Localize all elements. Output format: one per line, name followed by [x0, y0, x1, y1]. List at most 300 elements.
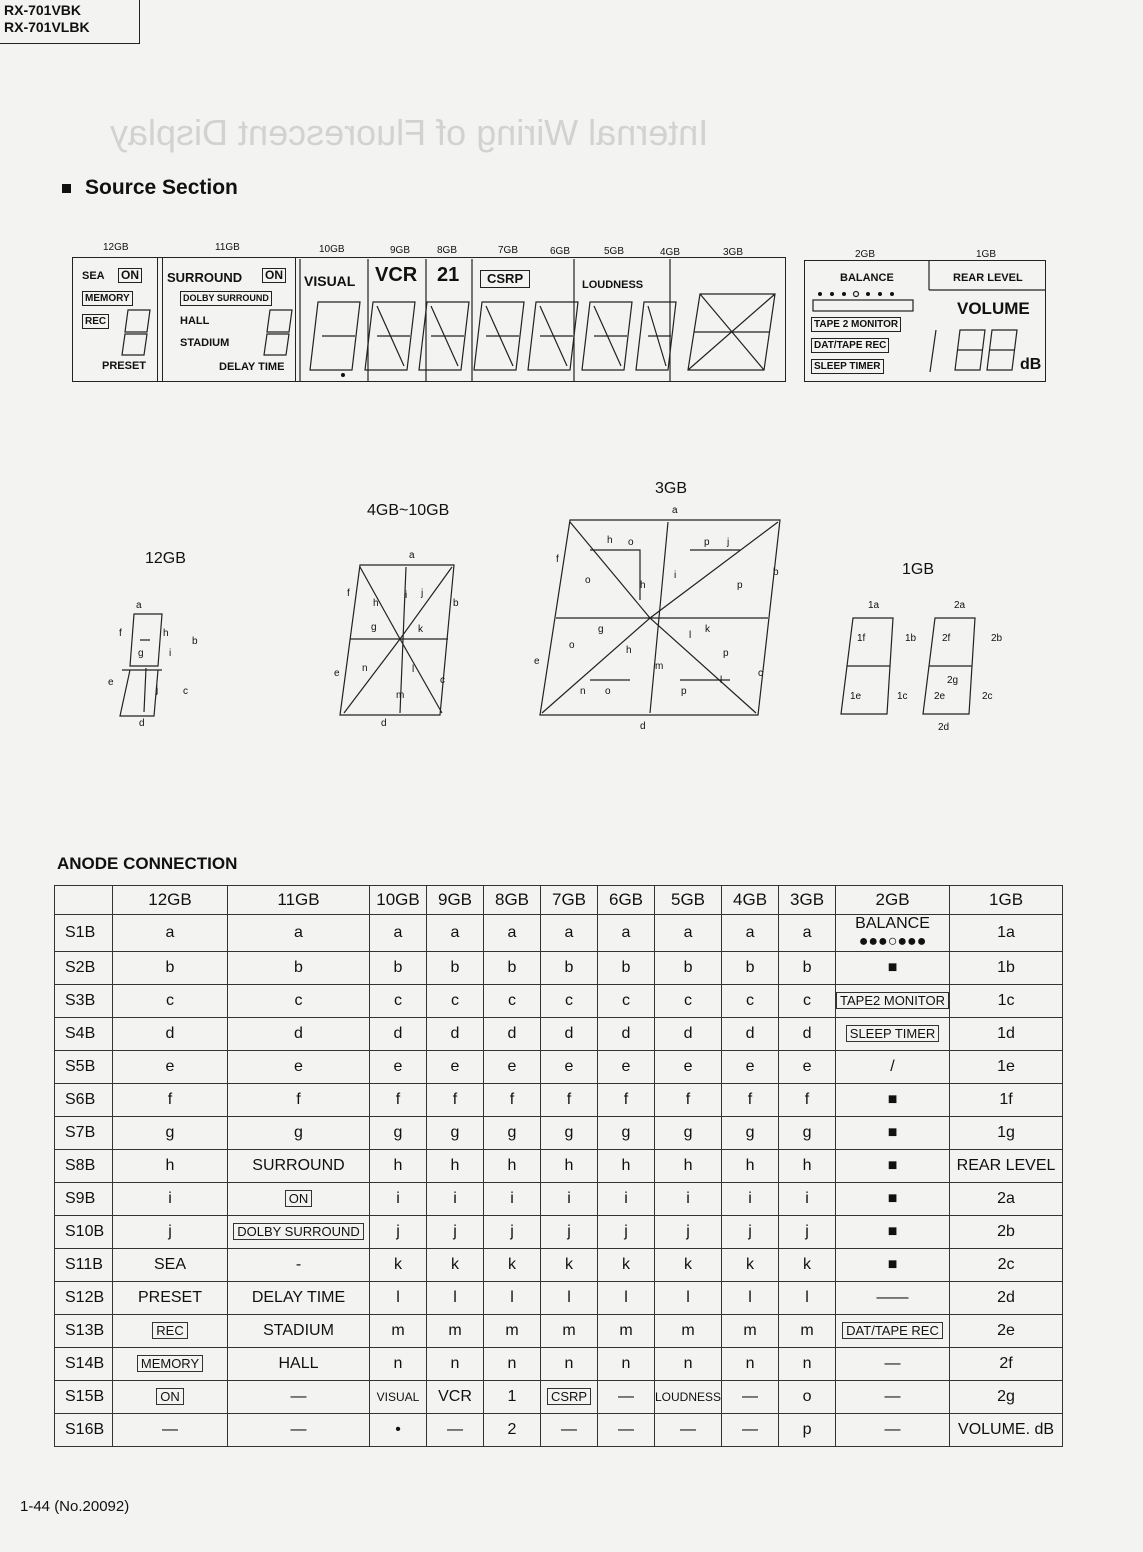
- cell-text: l: [686, 1289, 690, 1306]
- cell-text: h: [393, 1157, 403, 1174]
- table-cell: [541, 1051, 598, 1084]
- cell-text: S16B: [65, 1421, 105, 1438]
- table-cell: [779, 952, 836, 985]
- table-cell: [113, 1018, 228, 1051]
- table-cell: [950, 1348, 1063, 1381]
- cell-text: S11B: [65, 1256, 103, 1273]
- seg-1-2f: 2f: [942, 633, 951, 644]
- table-header-cell: 1GB: [950, 886, 1063, 915]
- table-cell: [655, 1282, 722, 1315]
- cell-text: k: [684, 1256, 693, 1273]
- diagram-12gb-segments: [100, 600, 200, 730]
- cell-text: k: [508, 1256, 516, 1273]
- cell-text: j: [510, 1223, 514, 1240]
- cell-text: n: [507, 1355, 517, 1372]
- seg-3-o2: o: [585, 575, 591, 586]
- table-cell: [427, 915, 484, 952]
- table-cell: [370, 1216, 427, 1249]
- cell-text: f: [804, 1091, 810, 1108]
- row-header-cell: [55, 1150, 113, 1183]
- table-cell: [370, 1051, 427, 1084]
- table-cell: [427, 1282, 484, 1315]
- cell-text: f: [452, 1091, 458, 1108]
- seg-12-b: b: [192, 636, 198, 647]
- row-header-cell: [55, 1249, 113, 1282]
- table-cell: [370, 1315, 427, 1348]
- table-cell: [427, 1348, 484, 1381]
- grid-label-6gb: 6GB: [550, 246, 571, 257]
- cell-text: 1e: [997, 1058, 1015, 1075]
- table-cell: [427, 985, 484, 1018]
- seg-3-l2: l: [720, 675, 723, 686]
- cell-text: S14B: [65, 1355, 105, 1372]
- table-cell: [950, 1183, 1063, 1216]
- cell-text: n: [450, 1355, 460, 1372]
- hall-label: HALL: [180, 315, 210, 327]
- table-cell: [655, 1084, 722, 1117]
- table-cell: [484, 1249, 541, 1282]
- table-cell: [950, 952, 1063, 985]
- cell-text: j: [805, 1223, 809, 1240]
- row-header-cell: [55, 1084, 113, 1117]
- seg-3-i: i: [674, 570, 677, 581]
- cell-text: f: [685, 1091, 691, 1108]
- cell-text: a: [507, 924, 517, 941]
- memory-box: MEMORY: [82, 291, 133, 306]
- table-cell: [113, 1084, 228, 1117]
- cell-text: 1c: [997, 992, 1015, 1009]
- cell-text: i: [748, 1190, 752, 1207]
- cell-text: STADIUM: [263, 1322, 334, 1339]
- seg-1-1f: 1f: [857, 633, 866, 644]
- table-cell: [113, 1414, 228, 1447]
- table-cell: [228, 1315, 370, 1348]
- row-header-cell: [55, 1117, 113, 1150]
- cell-text: S1B: [65, 924, 96, 941]
- table-cell: [722, 1084, 779, 1117]
- bleed-through-heading: Internal Wiring of Fluorescent Display: [110, 112, 709, 153]
- cell-text: d: [745, 1025, 755, 1042]
- table-cell: [113, 915, 228, 952]
- table-cell: [427, 1018, 484, 1051]
- table-cell: [370, 1414, 427, 1447]
- row-header-cell: [55, 1381, 113, 1414]
- cell-text: —: [742, 1421, 759, 1438]
- table-cell: [427, 1117, 484, 1150]
- table-cell: [598, 1282, 655, 1315]
- cell-text: m: [681, 1322, 695, 1339]
- seg-12-a: a: [136, 600, 142, 611]
- cell-text: m: [562, 1322, 576, 1339]
- table-cell: [228, 952, 370, 985]
- grid-label-3gb: 3GB: [723, 247, 744, 258]
- table-cell: [950, 915, 1063, 952]
- cell-text: —: [618, 1421, 634, 1438]
- table-cell: [484, 1381, 541, 1414]
- table-row: [55, 1282, 1063, 1315]
- model-line-2: RX-701VLBK: [4, 19, 90, 35]
- cell-text: i: [510, 1190, 514, 1207]
- table-cell: [541, 1282, 598, 1315]
- table-cell: [779, 915, 836, 952]
- seg-3-b: b: [773, 567, 779, 578]
- cell-text: g: [294, 1124, 303, 1141]
- table-header-cell: 3GB: [779, 886, 836, 915]
- cell-text: h: [450, 1157, 460, 1174]
- cell-text: a: [802, 924, 812, 941]
- table-cell: [427, 1150, 484, 1183]
- seg-4-m: m: [396, 690, 405, 701]
- cell-text: —: [742, 1388, 759, 1405]
- table-cell: [722, 952, 779, 985]
- cell-text: g: [683, 1124, 693, 1141]
- volume-label: VOLUME: [957, 299, 1030, 318]
- cell-text: BALANCE ●●●○●●●: [855, 915, 930, 950]
- seg-4-l: l: [412, 664, 415, 675]
- cell-text: o: [802, 1388, 812, 1405]
- table-cell: [950, 1150, 1063, 1183]
- table-cell: [484, 1315, 541, 1348]
- cell-text: l: [510, 1289, 514, 1306]
- cell-text: S15B: [65, 1388, 105, 1405]
- table-cell: [779, 985, 836, 1018]
- cell-text: a: [683, 924, 693, 941]
- table-cell: [228, 1282, 370, 1315]
- rec-box: REC: [82, 314, 109, 329]
- table-row: [55, 1414, 1063, 1447]
- table-cell: [541, 1216, 598, 1249]
- seg-4-k: k: [418, 624, 423, 635]
- seg-3-p4: p: [681, 686, 687, 697]
- cell-text: ON: [285, 1190, 313, 1207]
- seg-3-a: a: [672, 505, 678, 516]
- seg-4-c: c: [440, 675, 445, 686]
- table-cell: [484, 1348, 541, 1381]
- seg-3-g: g: [598, 624, 604, 635]
- loudness-label: LOUDNESS: [582, 279, 644, 291]
- cell-text: ■: [887, 1091, 898, 1108]
- table-cell: [598, 1117, 655, 1150]
- table-cell: [655, 1183, 722, 1216]
- table-cell: [370, 1348, 427, 1381]
- table-cell: [370, 1381, 427, 1414]
- table-cell: [655, 1315, 722, 1348]
- grid-label-12gb: 12GB: [103, 242, 129, 253]
- table-cell: [598, 1183, 655, 1216]
- table-cell: [228, 1084, 370, 1117]
- cell-text: 2b: [997, 1223, 1015, 1240]
- table-cell: [228, 1117, 370, 1150]
- table-row: [55, 1117, 1063, 1150]
- table-cell: [722, 1183, 779, 1216]
- table-cell: [228, 985, 370, 1018]
- cell-text: PRESET: [137, 1289, 202, 1306]
- row-header-cell: [55, 985, 113, 1018]
- cell-text: g: [564, 1124, 574, 1141]
- table-cell: [484, 1150, 541, 1183]
- table-cell: [779, 1282, 836, 1315]
- table-cell: [950, 1282, 1063, 1315]
- cell-text: j: [453, 1223, 457, 1240]
- table-cell: [836, 1315, 950, 1348]
- table-cell: [655, 1117, 722, 1150]
- table-cell: [370, 985, 427, 1018]
- table-cell: [113, 1150, 228, 1183]
- table-cell: [655, 1348, 722, 1381]
- table-header-cell: [55, 886, 113, 915]
- table-cell: [541, 1348, 598, 1381]
- seg-12-e: e: [108, 677, 114, 688]
- cell-text: m: [619, 1322, 633, 1339]
- table-cell: [228, 1414, 370, 1447]
- cell-text: c: [451, 992, 459, 1009]
- cell-text: S5B: [65, 1058, 96, 1075]
- seg-3-j: j: [727, 537, 730, 548]
- preset-label: PRESET: [102, 360, 147, 372]
- sleep-timer-box: SLEEP TIMER: [811, 359, 884, 374]
- cell-text: p: [802, 1421, 812, 1438]
- table-cell: [228, 1381, 370, 1414]
- diagram-1gb-segments: [835, 610, 985, 720]
- diagram-3gb-segments: [530, 510, 790, 720]
- cell-text: b: [564, 959, 574, 976]
- cell-text: h: [745, 1157, 755, 1174]
- seg-3-n: n: [580, 686, 586, 697]
- seg-1-2g: 2g: [947, 675, 959, 686]
- table-cell: [722, 1315, 779, 1348]
- table-header-cell: 11GB: [228, 886, 370, 915]
- cell-text: g: [450, 1124, 460, 1141]
- cell-text: c: [622, 992, 630, 1009]
- table-header-cell: 8GB: [484, 886, 541, 915]
- table-cell: [484, 1282, 541, 1315]
- grid-label-9gb: 9GB: [390, 245, 411, 256]
- table-cell: [779, 1249, 836, 1282]
- cell-text: b: [745, 959, 755, 976]
- table-cell: [722, 1249, 779, 1282]
- table-cell: [655, 1150, 722, 1183]
- row-header-cell: [55, 915, 113, 952]
- table-cell: [598, 1315, 655, 1348]
- cell-text: HALL: [278, 1355, 319, 1372]
- table-cell: [228, 1249, 370, 1282]
- table-cell: [228, 1183, 370, 1216]
- table-header-cell: 10GB: [370, 886, 427, 915]
- table-cell: [370, 915, 427, 952]
- table-cell: [228, 1216, 370, 1249]
- cell-text: m: [800, 1322, 814, 1339]
- cell-text: a: [621, 924, 631, 941]
- cell-text: g: [802, 1124, 812, 1141]
- table-cell: [836, 1150, 950, 1183]
- table-cell: [722, 1381, 779, 1414]
- cell-text: e: [802, 1058, 812, 1075]
- table-cell: [370, 1084, 427, 1117]
- cell-text: k: [622, 1256, 630, 1273]
- cell-text: 2g: [997, 1388, 1015, 1405]
- table-cell: [541, 952, 598, 985]
- cell-text: f: [509, 1091, 515, 1108]
- cell-text: e: [294, 1058, 303, 1075]
- anode-connection-title: ANODE CONNECTION: [57, 854, 238, 873]
- table-cell: [427, 1084, 484, 1117]
- table-cell: [722, 1150, 779, 1183]
- seg-3-f: f: [556, 554, 559, 565]
- table-cell: [950, 1381, 1063, 1414]
- grid-label-4gb: 4GB: [660, 247, 681, 258]
- table-cell: [427, 952, 484, 985]
- cell-text: d: [802, 1025, 812, 1042]
- cell-text: i: [805, 1190, 809, 1207]
- seg-1-2b: 2b: [991, 633, 1003, 644]
- table-cell: [598, 1084, 655, 1117]
- cell-text: —: [618, 1388, 634, 1405]
- row-header-cell: [55, 1051, 113, 1084]
- cell-text: b: [450, 959, 460, 976]
- cell-text: h: [802, 1157, 812, 1174]
- table-header-cell: 2GB: [836, 886, 950, 915]
- seg-1-2c: 2c: [982, 691, 993, 702]
- table-cell: [228, 1150, 370, 1183]
- cell-text: g: [621, 1124, 631, 1141]
- table-cell: [950, 1018, 1063, 1051]
- table-cell: [484, 1051, 541, 1084]
- cell-text: h: [165, 1157, 175, 1174]
- cell-text: i: [567, 1190, 571, 1207]
- cell-text: i: [396, 1190, 400, 1207]
- cell-text: b: [621, 959, 631, 976]
- cell-text: 2e: [997, 1322, 1015, 1339]
- table-cell: [427, 1315, 484, 1348]
- cell-text: e: [393, 1058, 403, 1075]
- cell-text: a: [564, 924, 574, 941]
- cell-text: i: [453, 1190, 457, 1207]
- display-segment-art: [0, 0, 1143, 400]
- seg-3-h3: h: [626, 645, 632, 656]
- table-cell: [541, 1117, 598, 1150]
- table-cell: [779, 1051, 836, 1084]
- seg-1-1a: 1a: [868, 600, 880, 611]
- table-cell: [836, 1381, 950, 1414]
- table-cell: [722, 1117, 779, 1150]
- cell-text: —: [884, 1421, 901, 1438]
- table-cell: [370, 1018, 427, 1051]
- cell-text: n: [745, 1355, 755, 1372]
- seg-3-o: o: [628, 537, 634, 548]
- seg-12-c: c: [183, 686, 188, 697]
- cell-text: VCR: [438, 1388, 472, 1405]
- table-cell: [113, 1183, 228, 1216]
- cell-text: k: [803, 1256, 812, 1273]
- table-cell: [722, 1018, 779, 1051]
- cell-text: f: [566, 1091, 572, 1108]
- cell-text: ■: [887, 1124, 898, 1141]
- seg-3-l: l: [689, 630, 692, 641]
- cell-text: ——: [876, 1289, 909, 1306]
- seg-4-b: b: [453, 598, 459, 609]
- num-21-label: 21: [437, 264, 460, 286]
- row-header-cell: [55, 1018, 113, 1051]
- cell-text: i: [624, 1190, 628, 1207]
- on-box-11gb: ON: [262, 268, 286, 283]
- row-header-cell: [55, 1348, 113, 1381]
- cell-text: m: [505, 1322, 519, 1339]
- cell-text: j: [686, 1223, 690, 1240]
- table-cell: [950, 1216, 1063, 1249]
- cell-text: l: [396, 1289, 400, 1306]
- cell-text: e: [165, 1058, 175, 1075]
- cell-text: l: [805, 1289, 809, 1306]
- table-row: [55, 1018, 1063, 1051]
- cell-text: d: [564, 1025, 574, 1042]
- table-cell: [950, 985, 1063, 1018]
- cell-text: d: [294, 1025, 303, 1042]
- table-header-cell: 9GB: [427, 886, 484, 915]
- cell-text: ■: [887, 1256, 898, 1273]
- cell-text: k: [565, 1256, 573, 1273]
- cell-text: 1d: [997, 1025, 1015, 1042]
- cell-text: S12B: [65, 1289, 105, 1306]
- table-cell: [779, 1315, 836, 1348]
- table-cell: [370, 952, 427, 985]
- table-cell: [370, 1249, 427, 1282]
- cell-text: d: [393, 1025, 403, 1042]
- table-cell: [228, 1018, 370, 1051]
- cell-text: g: [745, 1124, 755, 1141]
- cell-text: SURROUND: [252, 1157, 345, 1174]
- grid-label-7gb: 7GB: [498, 245, 519, 256]
- grid-label-1gb: 1GB: [976, 249, 997, 260]
- cell-text: a: [450, 924, 460, 941]
- page-footer: 1-44 (No.20092): [20, 1498, 130, 1515]
- diagram-title-12gb: 12GB: [145, 550, 186, 567]
- cell-text: S3B: [65, 992, 96, 1009]
- cell-text: •: [395, 1421, 401, 1438]
- seg-4-j: j: [421, 588, 424, 599]
- cell-text: ■: [887, 1223, 898, 1240]
- table-row: [55, 1084, 1063, 1117]
- cell-text: c: [803, 992, 812, 1009]
- cell-text: b: [393, 959, 403, 976]
- table-row: [55, 952, 1063, 985]
- cell-text: j: [396, 1223, 400, 1240]
- seg-3-h: h: [607, 535, 613, 546]
- row-header-cell: [55, 1282, 113, 1315]
- cell-text: m: [448, 1322, 462, 1339]
- cell-text: ON: [156, 1388, 184, 1405]
- seg-3-e: e: [534, 656, 540, 667]
- cell-text: h: [683, 1157, 693, 1174]
- table-cell: [113, 1051, 228, 1084]
- table-cell: [541, 915, 598, 952]
- surround-label: SURROUND: [167, 270, 243, 285]
- cell-text: S10B: [65, 1223, 105, 1240]
- cell-text: SLEEP TIMER: [846, 1025, 940, 1042]
- table-cell: [836, 1117, 950, 1150]
- visual-label: VISUAL: [304, 273, 356, 289]
- table-cell: [722, 1051, 779, 1084]
- table-cell: [722, 985, 779, 1018]
- cell-text: 1a: [997, 924, 1015, 941]
- table-header-cell: 4GB: [722, 886, 779, 915]
- rear-level-label: REAR LEVEL: [953, 272, 1023, 284]
- cell-text: c: [166, 992, 174, 1009]
- table-cell: [427, 1051, 484, 1084]
- cell-text: b: [507, 959, 517, 976]
- table-cell: [113, 1282, 228, 1315]
- cell-text: —: [884, 1388, 901, 1405]
- balance-label: BALANCE: [840, 272, 894, 284]
